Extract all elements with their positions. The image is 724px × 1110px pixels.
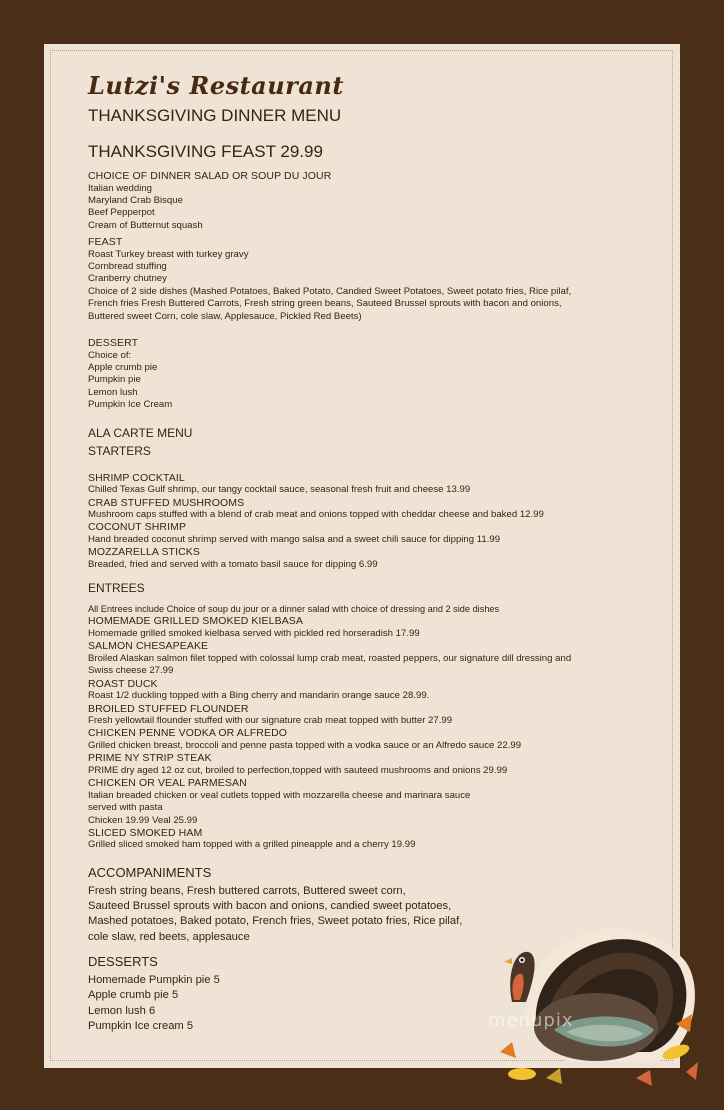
dessert-item: Choice of: [88, 349, 132, 361]
entree-description: Grilled chicken breast, broccoli and penne pasta topped with a vodka sauce or an Alfredo sauce 22.99 [88, 739, 522, 751]
salad-item: Italian wedding [88, 182, 153, 194]
feast-item: Cornbread stuffing [88, 261, 167, 273]
entrees-note: All Entrees include Choice of soup du jour or a dinner salad with choice of dressing and 2 side dishes [88, 604, 500, 615]
salad-list [88, 183, 648, 233]
entree-description: Homemade grilled smoked kielbasa served with pickled red horseradish 17.99 [88, 627, 420, 639]
entree-name: ROAST DUCK [88, 677, 158, 690]
feast-item: Roast Turkey breast with turkey gravy [88, 248, 249, 260]
entree-name: BROILED STUFFED FLOUNDER [88, 702, 249, 715]
entree-name: HOMEMADE GRILLED SMOKED KIELBASA [88, 615, 304, 628]
accompaniments-heading: ACCOMPANIMENTS [88, 864, 212, 880]
entree-description: Swiss cheese 27.99 [88, 665, 174, 677]
salad-heading: CHOICE OF DINNER SALAD OR SOUP DU JOUR [88, 170, 332, 182]
entree-name: CHICKEN PENNE VODKA OR ALFREDO [88, 727, 288, 740]
salad-item: Cream of Butternut squash [88, 219, 203, 231]
starter-name: SHRIMP COCKTAIL [88, 471, 185, 484]
starter-name: CRAB STUFFED MUSHROOMS [88, 496, 245, 509]
starter-description: Hand breaded coconut shrimp served with mango salsa and a sweet chili sauce for dipping 11.99 [88, 533, 501, 545]
starter-description: Chilled Texas Gulf shrimp, our tangy cocktail sauce, seasonal fresh fruit and cheese 13.99 [88, 484, 471, 496]
entree-description: Grilled sliced smoked ham topped with a grilled pineapple and a cherry 19.99 [88, 839, 416, 851]
dessert-heading: DESSERT [88, 337, 139, 350]
starters-heading: STARTERS [88, 443, 151, 458]
starter-name: COCONUT SHRIMP [88, 521, 187, 534]
feast-item: French fries Fresh Buttered Carrots, Fresh string green beans, Sauteed Brussel sprouts with bacon and onions, [88, 298, 562, 310]
feast-item: Choice of 2 side dishes (Mashed Potatoes, Baked Potato, Candied Sweet Potatoes, Sweet potato fries, Rice pilaf, [88, 285, 572, 297]
feast-heading: FEAST [88, 236, 123, 249]
entree-name: SALMON CHESAPEAKE [88, 640, 209, 653]
entree-description: Chicken 19.99 Veal 25.99 [88, 814, 198, 826]
dessert-line: Pumpkin Ice cream 5 [88, 1019, 194, 1032]
dessert-item: Apple crumb pie [88, 361, 158, 373]
menu-content [88, 72, 648, 1034]
entree-description: Italian breaded chicken or veal cutlets topped with mozzarella cheese and marinara sauce [88, 789, 471, 801]
feast-list [88, 249, 648, 323]
entree-description: Roast 1/2 duckling topped with a Bing cherry and mandarin orange sauce 28.99. [88, 690, 430, 702]
entree-description: Broiled Alaskan salmon filet topped with colossal lump crab meat, roasted peppers, our signature dill dressing and [88, 652, 572, 664]
restaurant-name: Lutzi's Restaurant [88, 71, 344, 100]
desserts-heading: DESSERTS [88, 954, 158, 970]
entree-description: Fresh yellowtail flounder stuffed with our signature crab meat topped with butter 27.99 [88, 715, 453, 727]
entrees-list [88, 615, 648, 851]
dessert-item: Pumpkin pie [88, 374, 141, 386]
feast-title: THANKSGIVING FEAST 29.99 [88, 142, 323, 161]
entree-name: SLICED SMOKED HAM [88, 826, 203, 839]
watermark: menupix [488, 1010, 574, 1031]
salad-item: Maryland Crab Bisque [88, 194, 183, 206]
dessert-line: Apple crumb pie 5 [88, 989, 179, 1002]
accompaniment-line: cole slaw, red beets, applesauce [88, 930, 250, 943]
feast-item: Cranberry chutney [88, 273, 167, 285]
starter-description: Breaded, fried and served with a tomato basil sauce for dipping 6.99 [88, 558, 378, 570]
starter-description: Mushroom caps stuffed with a blend of crab meat and onions topped with cheddar cheese and baked 12.99 [88, 509, 544, 520]
dessert-list [88, 350, 648, 412]
entree-description: served with pasta [88, 802, 163, 814]
accompaniment-line: Fresh string beans, Fresh buttered carrots, Buttered sweet corn, [88, 884, 406, 897]
accompaniment-line: Mashed potatoes, Baked potato, French fries, Sweet potato fries, Rice pilaf, [88, 915, 463, 928]
entrees-heading: ENTREES [88, 581, 145, 596]
salad-item: Beef Pepperpot [88, 207, 155, 219]
menu-title: THANKSGIVING DINNER MENU [88, 106, 342, 125]
entree-name: CHICKEN OR VEAL PARMESAN [88, 777, 247, 790]
entree-name: PRIME NY STRIP STEAK [88, 752, 212, 765]
starter-name: MOZZARELLA STICKS [88, 546, 200, 559]
ala-carte-title: ALA CARTE MENU [88, 425, 193, 440]
feast-item: Buttered sweet Corn, cole slaw, Applesauce, Pickled Red Beets) [88, 310, 362, 322]
dessert-item: Pumpkin Ice Cream [88, 399, 173, 411]
entree-description: PRIME dry aged 12 oz cut, broiled to perfection,topped with sauteed mushrooms and onions 29.99 [88, 764, 508, 776]
dessert-line: Lemon lush 6 [88, 1004, 156, 1017]
turkey-illustration-icon [486, 902, 700, 1088]
dessert-item: Lemon lush [88, 386, 138, 398]
accompaniment-line: Sauteed Brussel sprouts with bacon and onions, candied sweet potatoes, [88, 900, 452, 913]
dessert-line: Homemade Pumpkin pie 5 [88, 974, 220, 987]
starters-list [88, 472, 648, 572]
